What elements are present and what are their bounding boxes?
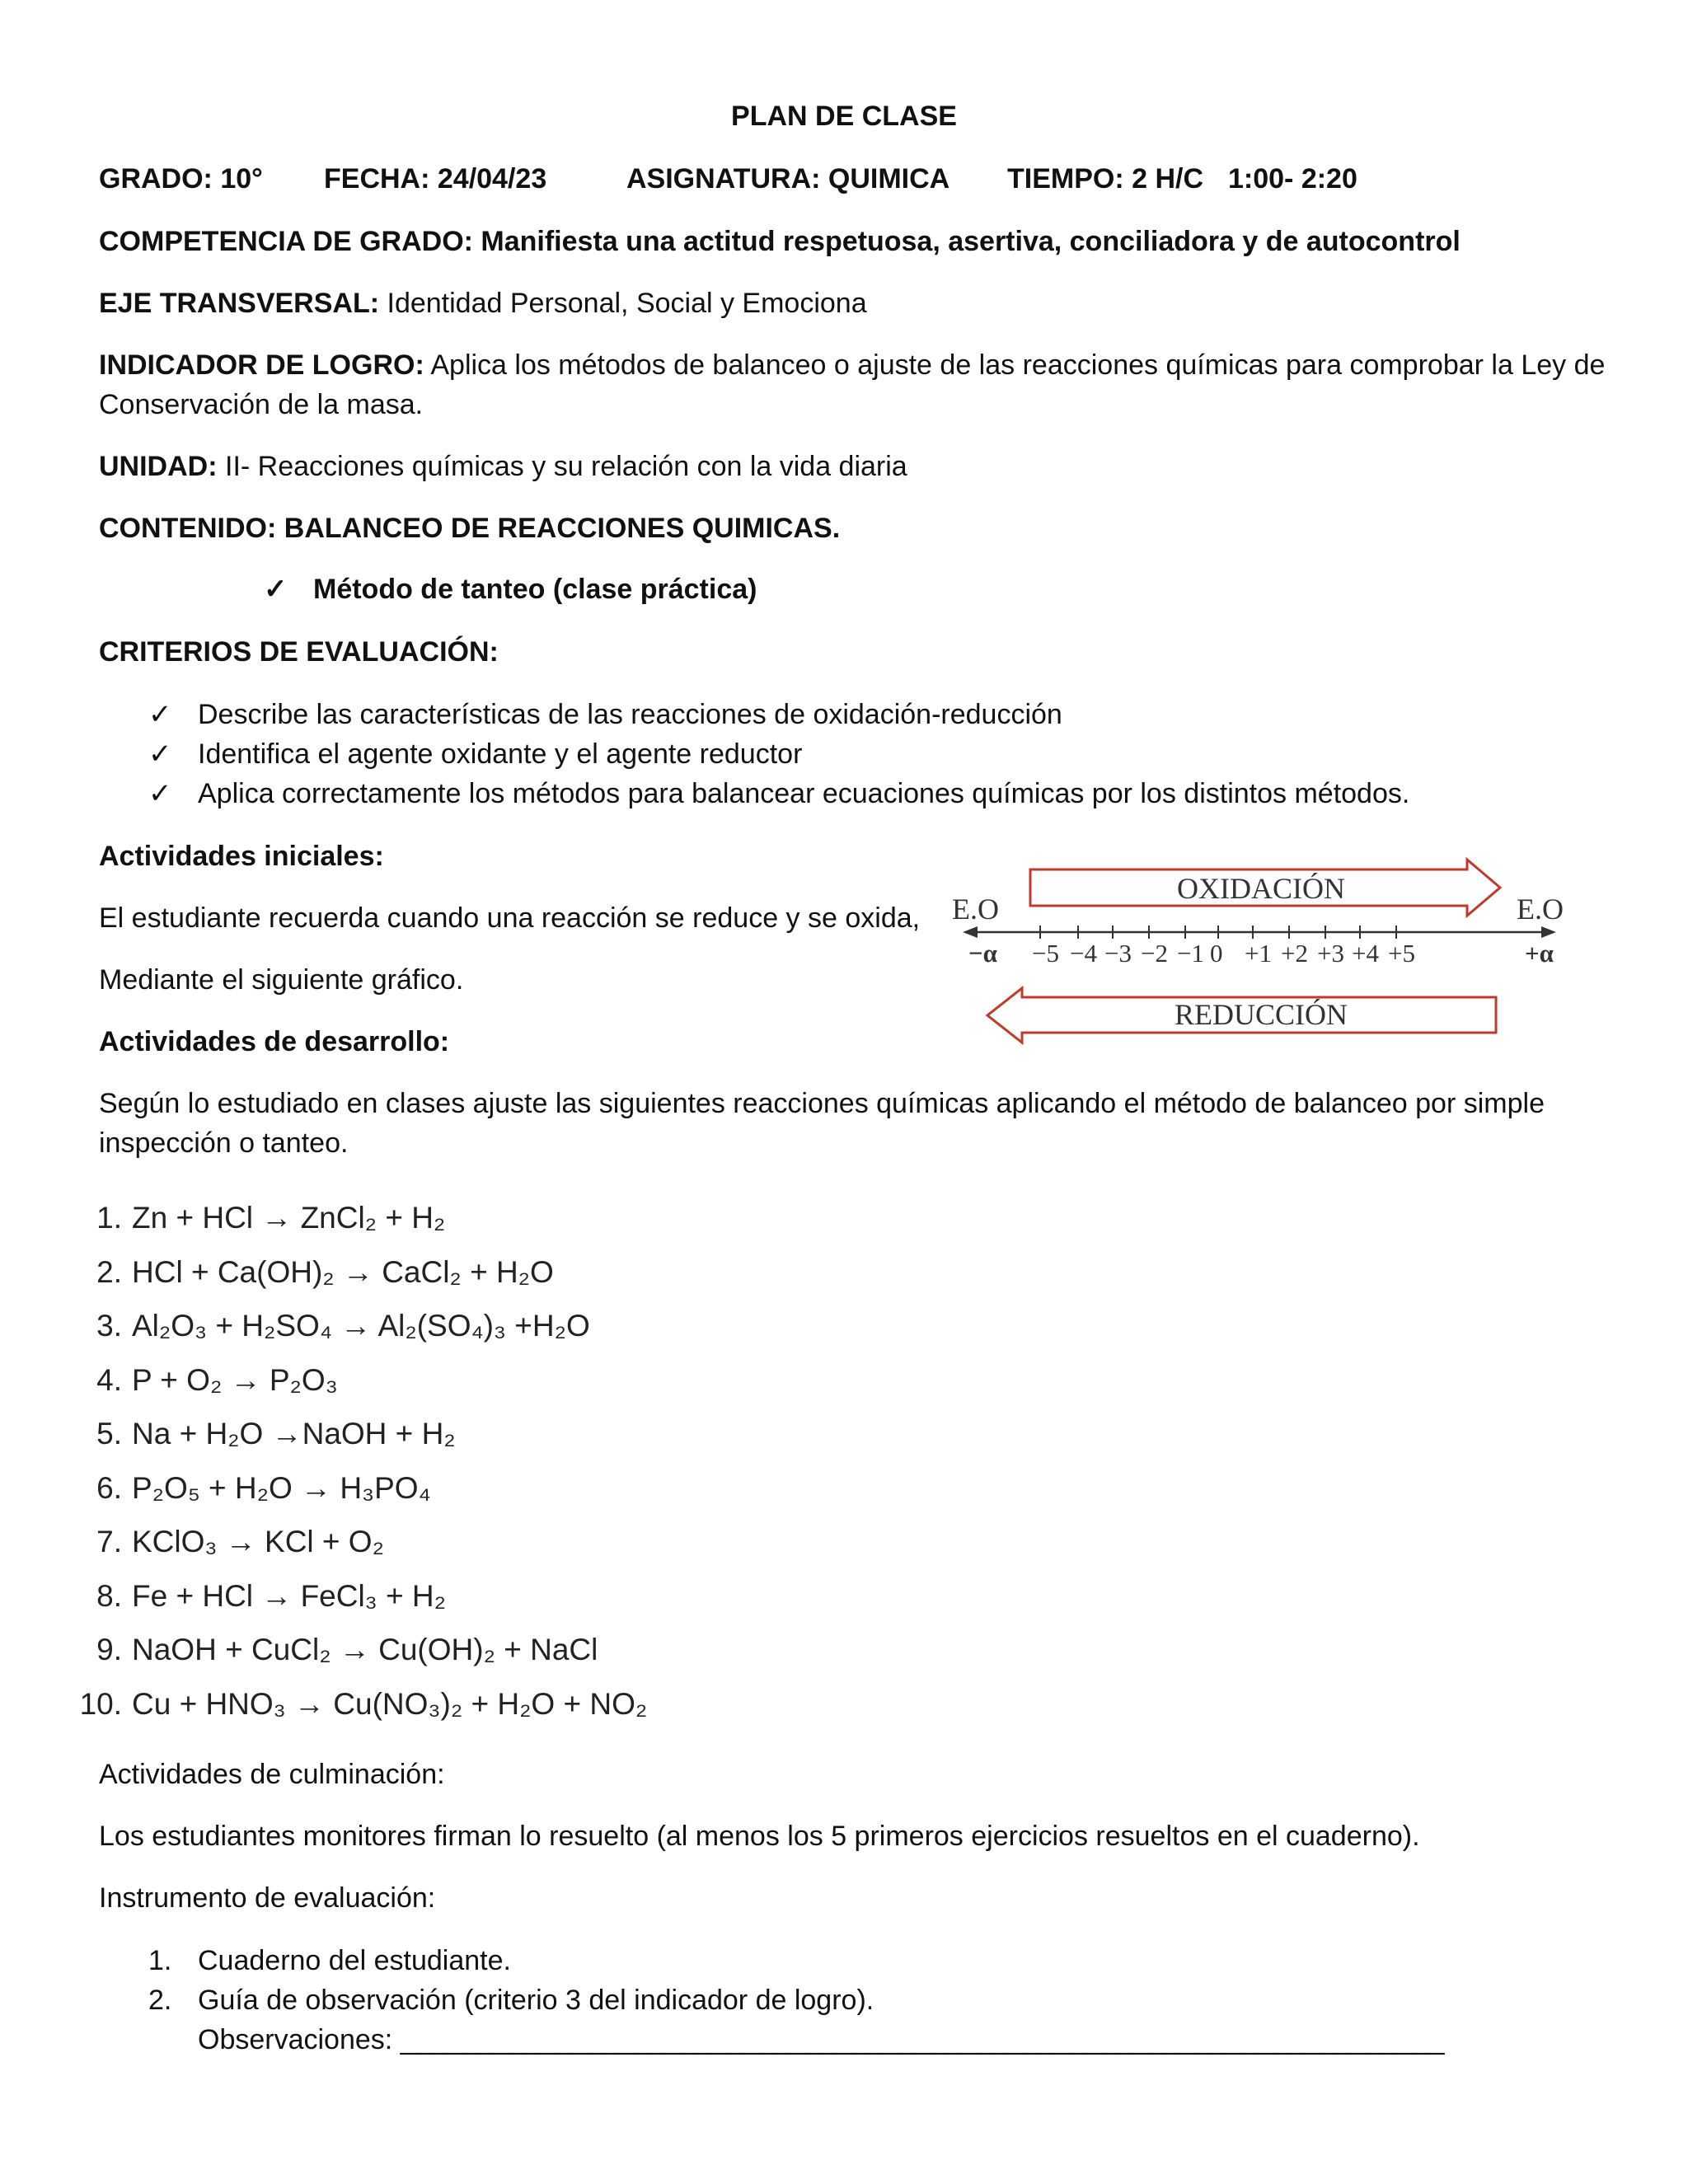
- criterio-text: Describe las características de las reacciones de oxidación-reducción: [198, 699, 1062, 730]
- equation-item: [73, 1577, 446, 1615]
- eje-value: Identidad Personal, Social y Emociona: [379, 288, 867, 319]
- instrumento-item: [148, 1943, 511, 1978]
- equation-item: [73, 1199, 445, 1237]
- equation-item: [73, 1631, 598, 1669]
- equation-item: [73, 1307, 590, 1345]
- tick-label: −1: [1177, 939, 1204, 968]
- criterio-item: [148, 697, 1062, 732]
- criterio-item: [148, 776, 1409, 811]
- desarrollo-text2: inspección o tanteo.: [99, 1127, 349, 1159]
- equation-text: Zn + HCl → ZnCl₂ + H₂: [132, 1201, 446, 1235]
- unidad-label: UNIDAD:: [99, 451, 218, 482]
- tick-label: 0: [1210, 939, 1223, 968]
- list-number: 2.: [148, 1985, 172, 2016]
- competencia: COMPETENCIA DE GRADO: Manifiesta una actitud respetuosa, asertiva, conciliadora y de autocontrol: [99, 226, 1461, 257]
- equation-number: 3.: [96, 1309, 122, 1343]
- tick-label: +α: [1525, 939, 1554, 968]
- metodo-text: Método de tanteo (clase práctica): [313, 574, 757, 605]
- equation-text: Al₂O₃ + H₂SO₄ → Al₂(SO₄)₃ +H₂O: [132, 1309, 590, 1343]
- axis-right-arrowhead: [1541, 926, 1556, 938]
- equation-item: [73, 1361, 338, 1399]
- fecha: FECHA: 24/04/23: [324, 163, 547, 194]
- tick-label: −α: [968, 939, 997, 968]
- criterio-item: [148, 737, 802, 771]
- instrumento-item: [148, 1983, 874, 2018]
- desarrollo-title: Actividades de desarrollo:: [99, 1026, 450, 1057]
- check-icon: ✓: [264, 574, 288, 605]
- equation-number: 5.: [96, 1417, 122, 1451]
- page-title: PLAN DE CLASE: [731, 101, 957, 132]
- tick-label: +4: [1352, 939, 1379, 968]
- culminacion-text: Los estudiantes monitores firman lo resuelto (al menos los 5 primeros ejercicios resueltos en el cuaderno).: [99, 1821, 1420, 1852]
- equation-text: P₂O₅ + H₂O → H₃PO₄: [132, 1470, 431, 1505]
- criterio-text: Aplica correctamente los métodos para balancear ecuaciones químicas por los distintos métodos.: [198, 778, 1410, 809]
- observaciones-field[interactable]: Observaciones: ___________________________________________________________________: [198, 2024, 1445, 2055]
- oxidation-state-diagram: [940, 853, 1615, 1051]
- instrumento-title: Instrumento de evaluación:: [99, 1882, 436, 1914]
- equation-text: Fe + HCl → FeCl₃ + H₂: [132, 1578, 447, 1613]
- tick-label: −3: [1104, 939, 1132, 968]
- iniciales-line2: Mediante el siguiente gráfico.: [99, 964, 464, 996]
- equation-item: [73, 1685, 647, 1723]
- equation-number: 9.: [96, 1633, 122, 1666]
- hora: 1:00- 2:20: [1228, 163, 1357, 194]
- tick-label: −5: [1032, 939, 1059, 968]
- unidad: [99, 449, 907, 484]
- eje-label: EJE TRANSVERSAL:: [99, 288, 380, 319]
- equation-number: 4.: [96, 1362, 122, 1397]
- equation-item: [73, 1523, 384, 1561]
- indicador: [99, 348, 1605, 382]
- instrumento-text: Guía de observación (criterio 3 del indicador de logro).: [198, 1985, 874, 2016]
- tick-label: −4: [1070, 939, 1097, 968]
- equation-number: 7.: [96, 1525, 122, 1558]
- indicador-label: INDICADOR DE LOGRO:: [99, 349, 424, 381]
- check-icon: ✓: [148, 699, 172, 730]
- eje-transversal: [99, 286, 867, 321]
- indicador-value: Aplica los métodos de balanceo o ajuste de las reacciones químicas para comprobar la Ley de: [424, 349, 1606, 381]
- equation-text: Na + H₂O →NaOH + H₂: [132, 1417, 456, 1451]
- tick-label: +5: [1388, 939, 1415, 968]
- equation-text: NaOH + CuCl₂ → Cu(OH)₂ + NaCl: [132, 1633, 598, 1666]
- asignatura: ASIGNATURA: QUIMICA: [626, 163, 950, 194]
- tick-label: +1: [1245, 939, 1272, 968]
- equation-text: HCl + Ca(OH)₂ → CaCl₂ + H₂O: [132, 1254, 554, 1289]
- eo-right-label: E.O: [1517, 893, 1564, 926]
- iniciales-title: Actividades iniciales:: [99, 841, 384, 872]
- iniciales-line1: El estudiante recuerda cuando una reacción se reduce y se oxida,: [99, 902, 921, 934]
- check-icon: ✓: [148, 778, 172, 809]
- equation-item: [73, 1469, 431, 1507]
- equation-number: 2.: [96, 1254, 122, 1289]
- axis-left-arrowhead: [963, 926, 978, 938]
- reduccion-label: REDUCCIÓN: [1174, 998, 1348, 1031]
- indicador-cont: Conservación de la masa.: [99, 389, 424, 420]
- unidad-value: II- Reacciones químicas y su relación con la vida diaria: [217, 451, 907, 482]
- contenido: CONTENIDO: BALANCEO DE REACCIONES QUIMICAS.: [99, 513, 841, 544]
- equation-item: [73, 1254, 554, 1291]
- equation-text: Cu + HNO₃ → Cu(NO₃)₂ + H₂O + NO₂: [132, 1686, 648, 1721]
- check-icon: ✓: [148, 738, 172, 770]
- equation-number: 6.: [96, 1470, 122, 1505]
- equation-number: 8.: [96, 1578, 122, 1613]
- tick-label: −2: [1141, 939, 1168, 968]
- culminacion-title: Actividades de culminación:: [99, 1759, 445, 1790]
- criterio-text: Identifica el agente oxidante y el agente reductor: [198, 738, 803, 770]
- equation-item: [73, 1415, 456, 1453]
- tick-label: +3: [1317, 939, 1344, 968]
- equation-text: KClO₃ → KCl + O₂: [132, 1525, 384, 1558]
- instrumento-text: Cuaderno del estudiante.: [198, 1945, 511, 1976]
- equation-text: P + O₂ → P₂O₃: [132, 1362, 338, 1397]
- grado: GRADO: 10°: [99, 163, 263, 194]
- desarrollo-text1: Según lo estudiado en clases ajuste las siguientes reacciones químicas aplicando el método de balanceo por simple: [99, 1088, 1545, 1119]
- equation-number: 1.: [96, 1201, 122, 1235]
- tiempo: TIEMPO: 2 H/C: [1007, 163, 1204, 194]
- tick-label: +2: [1281, 939, 1308, 968]
- oxidacion-label: OXIDACIÓN: [1177, 872, 1345, 905]
- list-number: 1.: [148, 1945, 172, 1976]
- criterios-title: CRITERIOS DE EVALUACIÓN:: [99, 636, 499, 668]
- equation-number: 10.: [79, 1686, 122, 1721]
- metodo-item: [264, 572, 757, 607]
- eo-left-label: E.O: [952, 893, 999, 926]
